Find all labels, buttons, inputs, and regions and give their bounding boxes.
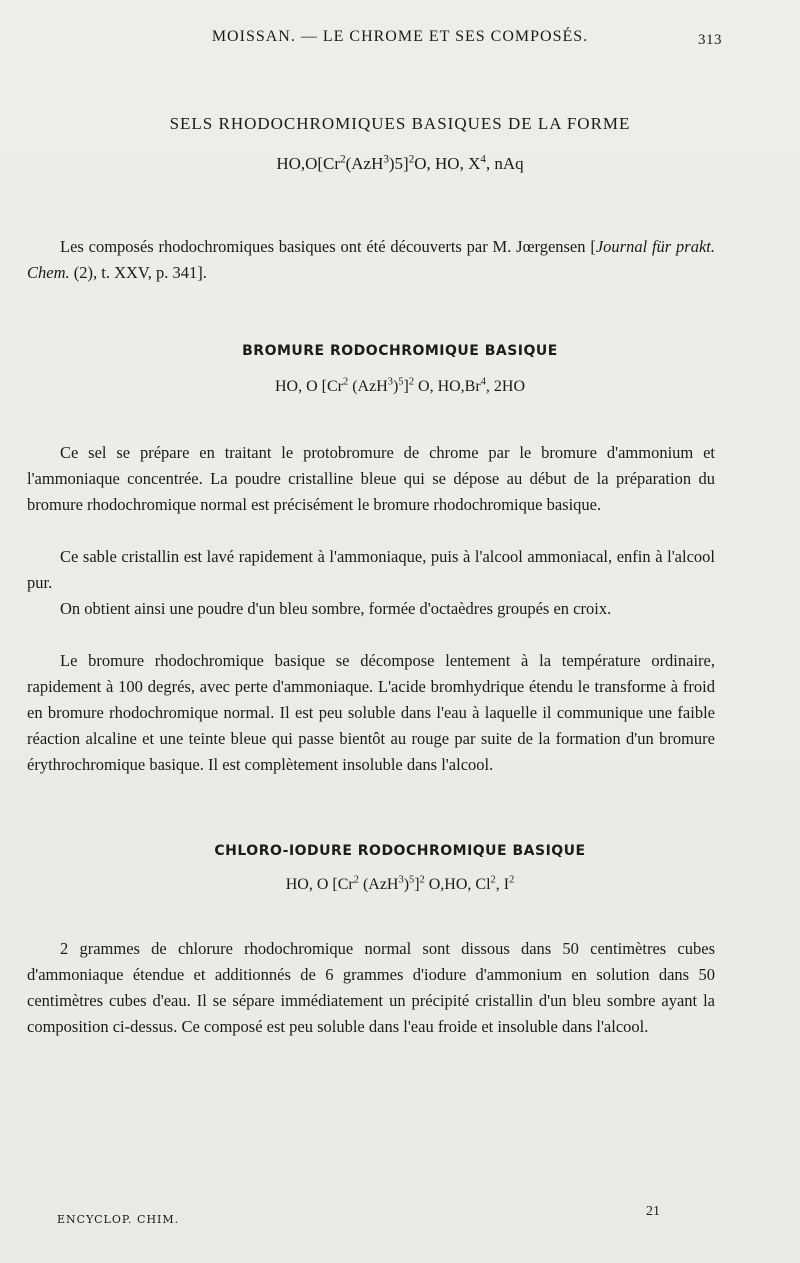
- chloro-heading: CHLORO-IODURE RODOCHROMIQUE BASIQUE: [214, 843, 586, 859]
- bromure-paragraph-1: Ce sel se prépare en traitant le protobromure de chrome par le bromure d'ammonium et l'ammoniaque concentrée. La poudre cristalline bleue qui se dépose au début de la préparation du bromure rhodochromique normal est précisément le bromure rhodochromique basique.: [27, 443, 715, 514]
- bromure-paragraph-4: Le bromure rhodochromique basique se décompose lentement à la température ordinaire, rapidement à 100 degrés, avec perte d'ammoniaque. L'acide bromhydrique étendu le transforme à froid en bromure rhodochromique normal. Il est peu soluble dans l'eau à laquelle il communique une faible réaction alcaline et une teinte bleue qui passe bientôt au rouge par suite de la formation d'un bromure érythrochromique basique. Il est complètement insoluble dans l'alcool.: [27, 651, 715, 774]
- journal-citation: Journal für prakt. Chem.: [27, 237, 715, 282]
- bromure-paragraph-3: On obtient ainsi une poudre d'un bleu sombre, formée d'octaèdres groupés en croix.: [60, 599, 612, 618]
- page-number: 313: [698, 32, 722, 48]
- section-title: SELS RHODOCHROMIQUES BASIQUES DE LA FORME: [169, 114, 631, 133]
- running-head: MOISSAN. — LE CHROME ET SES COMPOSÉS.: [211, 28, 589, 45]
- chloro-formula: HO, O [Cr$^2$ $(AzH^3)^5]^2$ O,HO, Cl$^2$, $I^2$: [285, 874, 515, 893]
- bromure-heading: BROMURE RODOCHROMIQUE BASIQUE: [242, 343, 558, 359]
- footer-signature-number: 21: [646, 1204, 660, 1219]
- footer-signature: ENCYCLOP. CHIM.: [57, 1213, 180, 1226]
- bromure-formula: HO, O [Cr$^2$ $(AzH^3)^5]^2$ O, HO,Br$^4$, 2HO: [275, 376, 525, 395]
- chloro-paragraph: 2 grammes de chlorure rhodochromique normal sont dissous dans 50 centimètres cubes d'ammoniaque étendue et additionnés de 6 grammes d'iodure d'ammonium en solution dans 50 centimètres cubes d'eau. Il se sépare immédiatement un précipité cristallin d'un bleu sombre ayant la composition ci-dessus. Ce composé est peu soluble dans l'eau froide et insoluble dans l'alcool.: [27, 939, 715, 1036]
- bromure-paragraph-2: Ce sable cristallin est lavé rapidement à l'ammoniaque, puis à l'alcool ammoniacal, enfin à l'alcool pur.: [27, 547, 715, 592]
- intro-paragraph: Les composés rhodochromiques basiques ont été découverts par M. Jœrgensen [Journal für prakt. Chem. (2), t. XXV, p. 341].: [27, 237, 715, 282]
- section-formula: $HO,O[Cr^2(AzH^3)5]^2O$, HO, $X^4$, nAq: [276, 153, 524, 173]
